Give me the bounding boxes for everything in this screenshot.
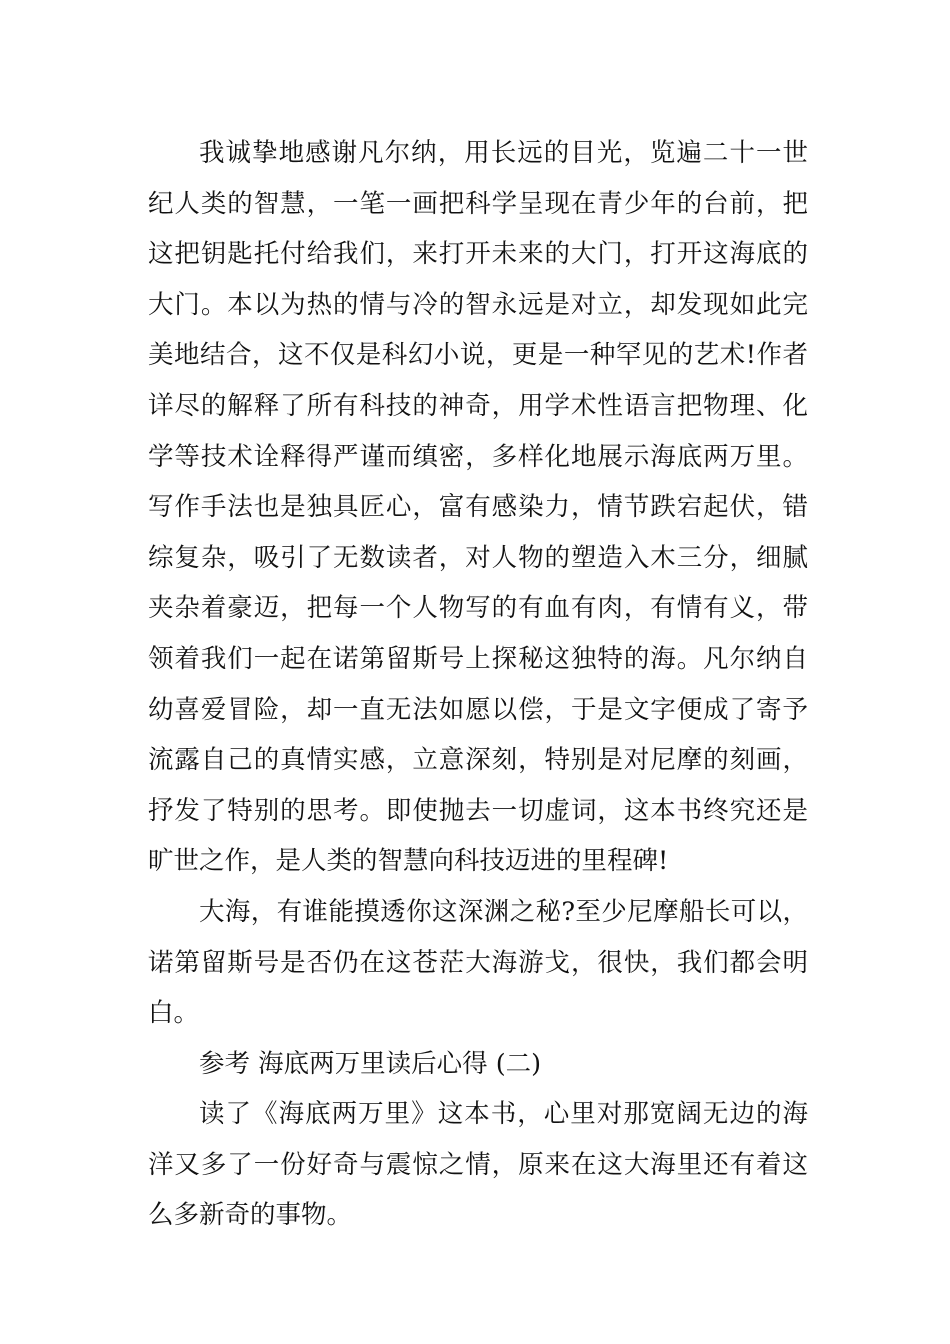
paragraph-gratitude: 我诚挚地感谢凡尔纳，用长远的目光，览遍二十一世纪人类的智慧，一笔一画把科学呈现在青少年的台前，把这把钥匙托付给我们，来打开未来的大门，打开这海底的大门。本以为热的情与冷的智永远是对立，却发现如此完美地结合，这不仅是科幻小说，更是一种罕见的艺术!作者详尽的解释了所有科技的神奇，用学术性语言把物理、化学等技术诠释得严谨而缜密，多样化地展示海底两万里。写作手法也是独具匠心，富有感染力，情节跌宕起伏，错综复杂，吸引了无数读者，对人物的塑造入木三分，细腻夹杂着豪迈，把每一个人物写的有血有肉，有情有义，带领着我们一起在诺第留斯号上探秘这独特的海。凡尔纳自幼喜爱冒险，却一直无法如愿以偿，于是文字便成了寄予流露自己的真情实感，立意深刻，特别是对尼摩的刻画，抒发了特别的思考。即使抛去一切虚词，这本书终究还是旷世之作，是人类的智慧向科技迈进的里程碑!: [148, 138, 808, 877]
paragraph-sea: 大海，有谁能摸透你这深渊之秘?至少尼摩船长可以，诺第留斯号是否仍在这苍茫大海游戈，很快，我们都会明白。: [148, 896, 808, 1029]
paragraph-reading: 读了《海底两万里》这本书，心里对那宽阔无边的海洋又多了一份好奇与震惊之情，原来在这大海里还有着这么多新奇的事物。: [148, 1099, 808, 1231]
document-body: [148, 128, 808, 1241]
section-heading: 参考 海底两万里读后心得 (二): [199, 1048, 542, 1079]
